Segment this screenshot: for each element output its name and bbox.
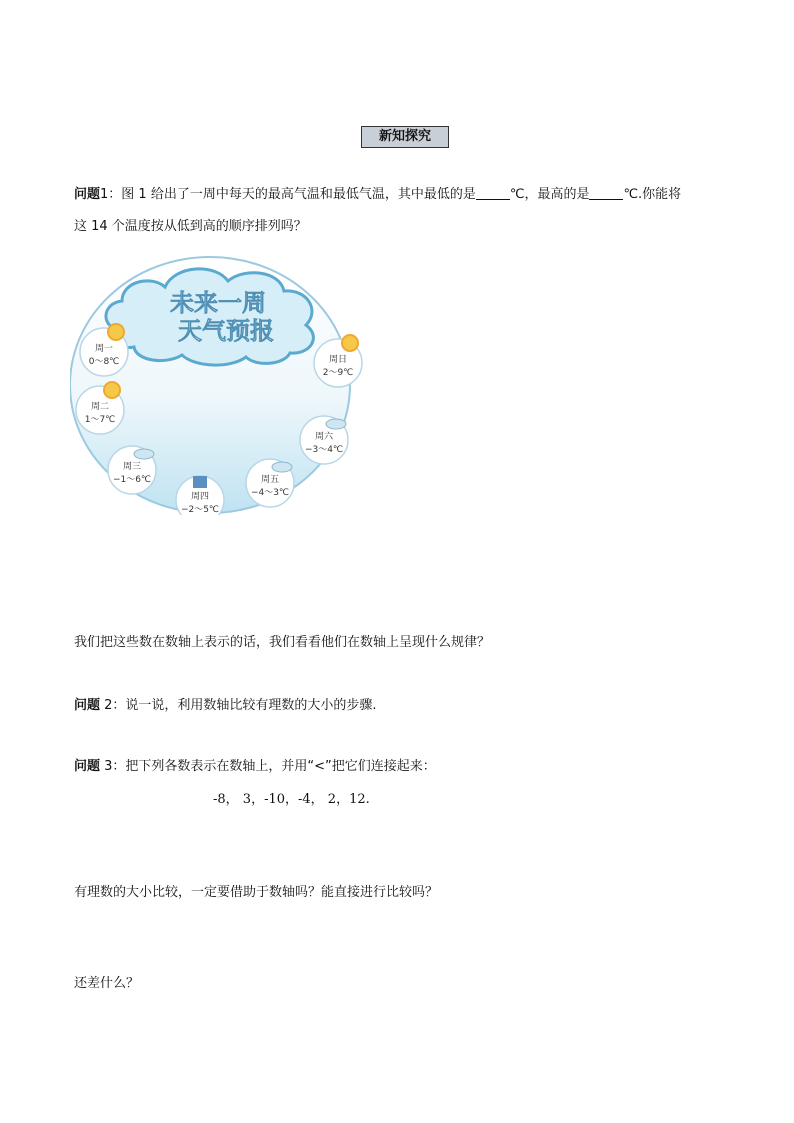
answer-blank-lowest[interactable] xyxy=(476,185,510,200)
sun-icon xyxy=(104,382,120,398)
cloud-icon xyxy=(134,449,154,459)
snow-icon xyxy=(193,476,207,488)
question-2 xyxy=(74,692,377,720)
weather-forecast-figure xyxy=(70,255,370,515)
day-label: 周五 xyxy=(260,475,280,485)
day-temperature: −4～3℃ xyxy=(250,488,290,498)
day-label: 周日 xyxy=(328,355,348,365)
day-temperature: −2～5℃ xyxy=(180,505,220,515)
number-list: -8， 3，-10，-4， 2，12. xyxy=(213,792,370,807)
question-label: 问题 xyxy=(74,698,101,713)
question-text: 图 1 给出了一周中每天的最高气温和最低气温，其中最低的是 xyxy=(121,187,476,202)
day-label: 周二 xyxy=(90,402,110,412)
day-label: 周一 xyxy=(94,344,114,354)
sun-icon xyxy=(108,324,124,340)
cloud-icon xyxy=(326,419,346,429)
axis-question: 我们把这些数在数轴上表示的话，我们看看他们在数轴上呈现什么规律？ xyxy=(74,635,491,650)
cloud-icon xyxy=(272,462,292,472)
compare-question: 有理数的大小比较，一定要借助于数轴吗？能直接进行比较吗？ xyxy=(74,885,439,900)
question-1 xyxy=(74,181,681,209)
question-1-line2: 这 14 个温度按从低到高的顺序排列吗？ xyxy=(74,219,307,234)
day-temperature: 0～8℃ xyxy=(88,357,120,367)
day-label: 周六 xyxy=(314,432,334,442)
answer-blank-highest[interactable] xyxy=(589,185,623,200)
missing-question: 还差什么？ xyxy=(74,976,140,991)
day-temperature: −1～6℃ xyxy=(112,475,152,485)
question-3 xyxy=(74,753,436,781)
section-title: 新知探究 xyxy=(361,126,449,148)
day-temperature: −3～4℃ xyxy=(304,445,344,455)
day-bubble xyxy=(246,459,294,507)
unit-text: ℃.你能将 xyxy=(623,187,682,202)
day-label: 周四 xyxy=(190,492,210,502)
question-text: 3：把下列各数表示在数轴上，并用“<”把它们连接起来： xyxy=(100,759,436,774)
day-bubble xyxy=(300,416,348,464)
sun-icon xyxy=(342,335,358,351)
day-label: 周三 xyxy=(122,462,142,472)
day-bubble xyxy=(108,446,156,494)
day-bubble xyxy=(176,476,224,515)
question-label: 问题 xyxy=(74,187,101,202)
question-text: 2：说一说，利用数轴比较有理数的大小的步骤. xyxy=(100,698,377,713)
figure-title-line2: 天气预报 xyxy=(178,317,274,345)
unit-text: ℃，最高的是 xyxy=(509,187,590,202)
day-temperature: 2～9℃ xyxy=(322,368,354,378)
figure-title-line1: 未来一周 xyxy=(170,289,266,317)
day-temperature: 1～7℃ xyxy=(84,415,116,425)
question-number: 1： xyxy=(100,187,122,202)
question-label: 问题 xyxy=(74,759,101,774)
